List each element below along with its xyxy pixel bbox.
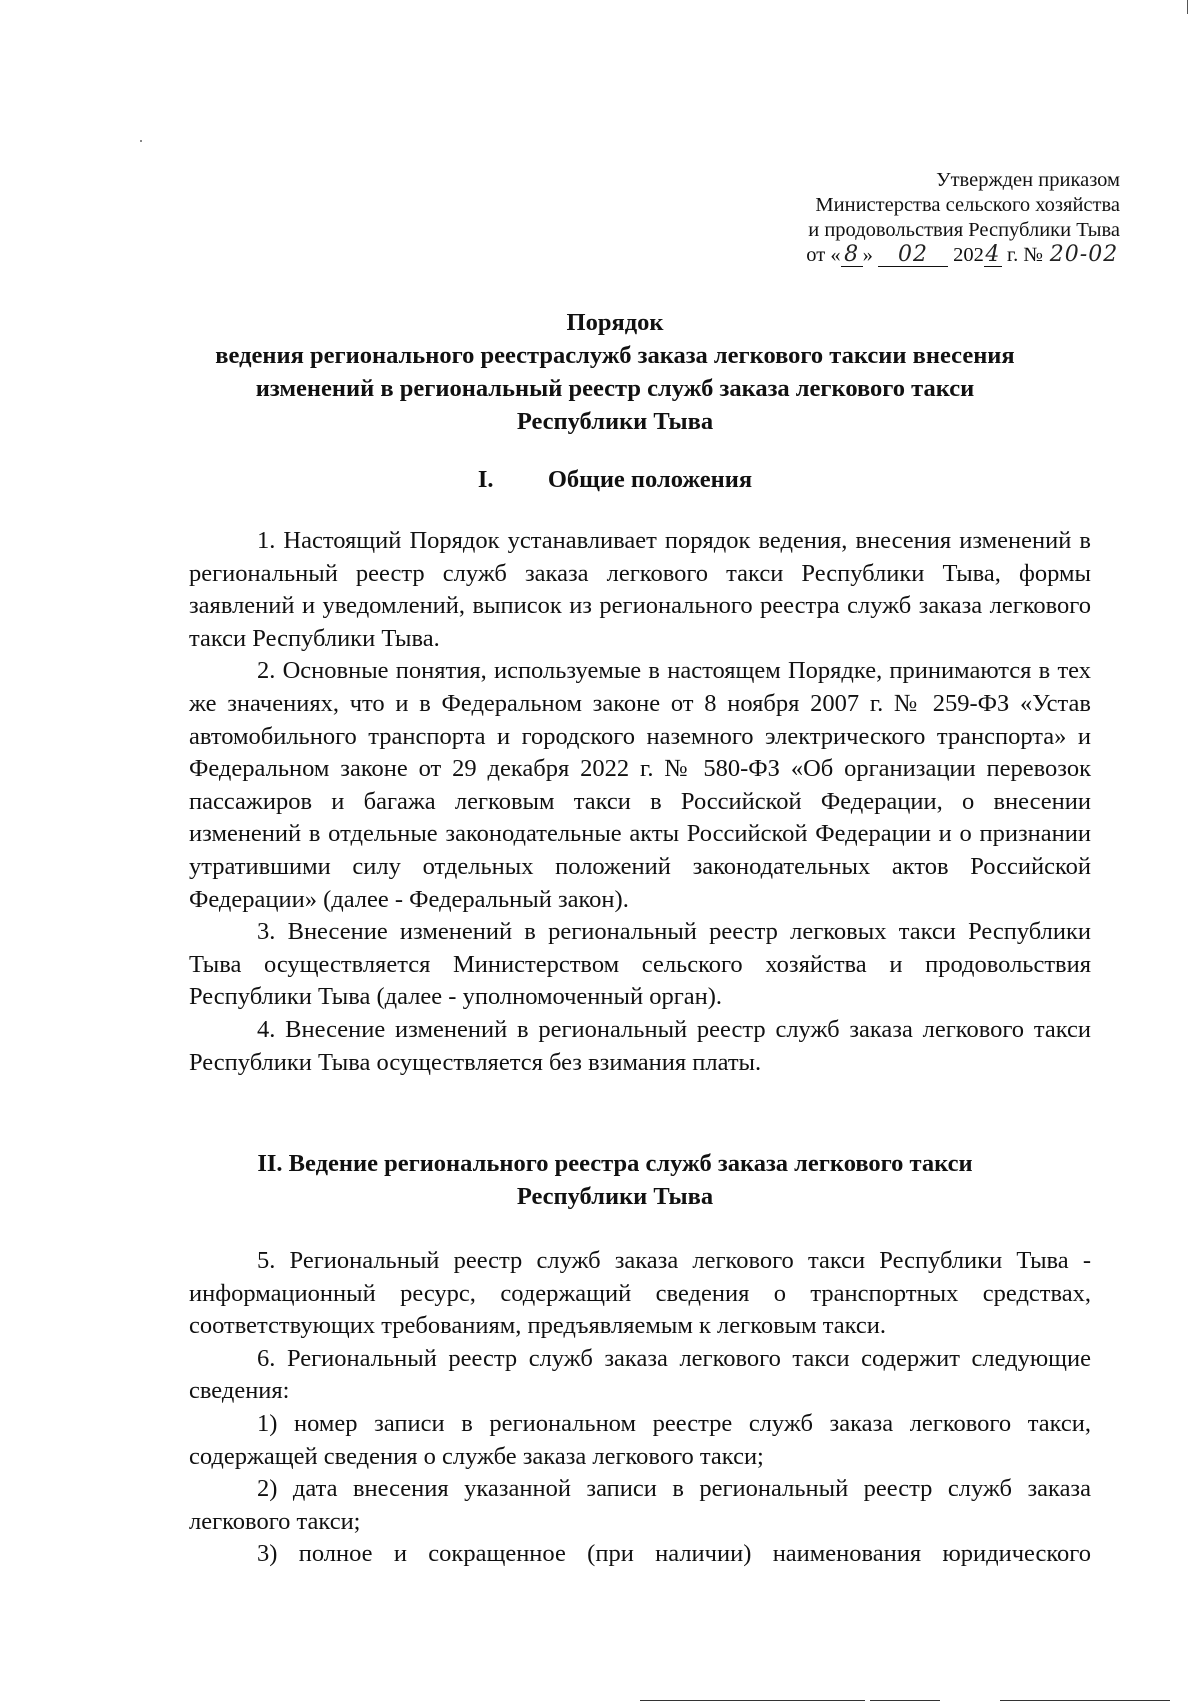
- handwritten-order-number: 20-02: [1049, 242, 1119, 267]
- handwritten-month: 02: [878, 244, 948, 267]
- document-title: [150, 306, 1080, 438]
- year-prefix: 202: [953, 244, 984, 266]
- section-1-body: [189, 525, 1091, 1079]
- paragraph-1: 1. Настоящий Порядок устанавливает порядок ведения, внесения изменений в региональный реестр служб заказа легкового такси Республики Тыва, формы заявлений и уведомлений, выписок из регионального реестра служб заказа легкового такси Республики Тыва.: [189, 527, 1091, 652]
- number-label: г. №: [1006, 244, 1043, 266]
- paragraph-4: 4. Внесение изменений в региональный реестр служб заказа легкового такси Республики Тыва осуществляется без взимания платы.: [189, 1015, 1091, 1076]
- title-line-1: Порядок: [566, 309, 664, 336]
- bottom-scan-line-3: [1000, 1700, 1170, 1701]
- scan-speck: [140, 140, 142, 142]
- section-2-body: [189, 1245, 1091, 1571]
- paragraph-3: 3. Внесение изменений в региональный реестр легковых такси Республики Тыва осуществляется Министерством сельского хозяйства и продовольствия Республики Тыва (далее - уполномоченный орган).: [189, 918, 1091, 1011]
- date-prefix: от «: [806, 244, 841, 266]
- bottom-scan-line-1: [640, 1700, 865, 1701]
- approval-line-1: Утвержден приказом: [936, 169, 1120, 191]
- approval-line-2: Министерства сельского хозяйства: [815, 194, 1120, 216]
- date-quote-close: »: [862, 244, 873, 266]
- section-2-title-line-1: II. Ведение регионального реестра служб заказа легкового такси: [257, 1150, 973, 1177]
- approval-date-line: [700, 243, 1120, 268]
- section-2-heading: [150, 1147, 1080, 1213]
- bottom-scan-line-2: [870, 1700, 940, 1701]
- section-1-heading: [150, 463, 1080, 496]
- section-1-number: I.: [477, 466, 494, 493]
- title-line-3: изменений в региональный реестр служб заказа легкового такси: [255, 375, 975, 402]
- approval-block: [700, 168, 1120, 268]
- section-2-title-line-2: Республики Тыва: [516, 1183, 714, 1210]
- title-line-4: Республики Тыва: [516, 408, 714, 435]
- handwritten-day: 8: [841, 244, 863, 267]
- list-item-3: 3) полное и сокращенное (при наличии) наименования юридического: [257, 1540, 1091, 1568]
- title-line-2: ведения регионального реестраслужб заказа легкового таксии внесения: [215, 342, 1015, 369]
- section-1-title: Общие положения: [547, 466, 753, 493]
- paragraph-2: 2. Основные понятия, используемые в настоящем Порядке, принимаются в тех же значениях, что и в Федеральном законе от 8 ноября 2007 г. № 259-ФЗ «Устав автомобильного транспорта и городского наземного электрического транспорта» и Федеральном законе от 29 декабря 2022 г. № 580-ФЗ «Об организации перевозок пассажиров и багажа легковым такси в Российской Федерации, о внесении изменений в отдельные законодательные акты Российской Федерации и о признании утратившими силу отдельных положений законодательных актов Российской Федерации» (далее - Федеральный закон).: [189, 657, 1091, 913]
- scan-edge-mark: [1187, 0, 1188, 14]
- paragraph-6: 6. Региональный реестр служб заказа легкового такси содержит следующие сведения:: [189, 1344, 1091, 1405]
- handwritten-year-digit: 4: [985, 242, 1001, 267]
- list-item-2: 2) дата внесения указанной записи в региональный реестр служб заказа легкового такси;: [189, 1475, 1091, 1535]
- approval-line-3: и продовольствия Республики Тыва: [808, 219, 1120, 241]
- paragraph-5: 5. Региональный реестр служб заказа легкового такси Республики Тыва - информационный ресурс, содержащий сведения о транспортных средствах, соответствующих требованиям, предъявляемым к легковым такси.: [189, 1247, 1091, 1340]
- list-item-1: 1) номер записи в региональном реестре служб заказа легкового такси, содержащей сведения о службе заказа легкового такси;: [189, 1409, 1091, 1470]
